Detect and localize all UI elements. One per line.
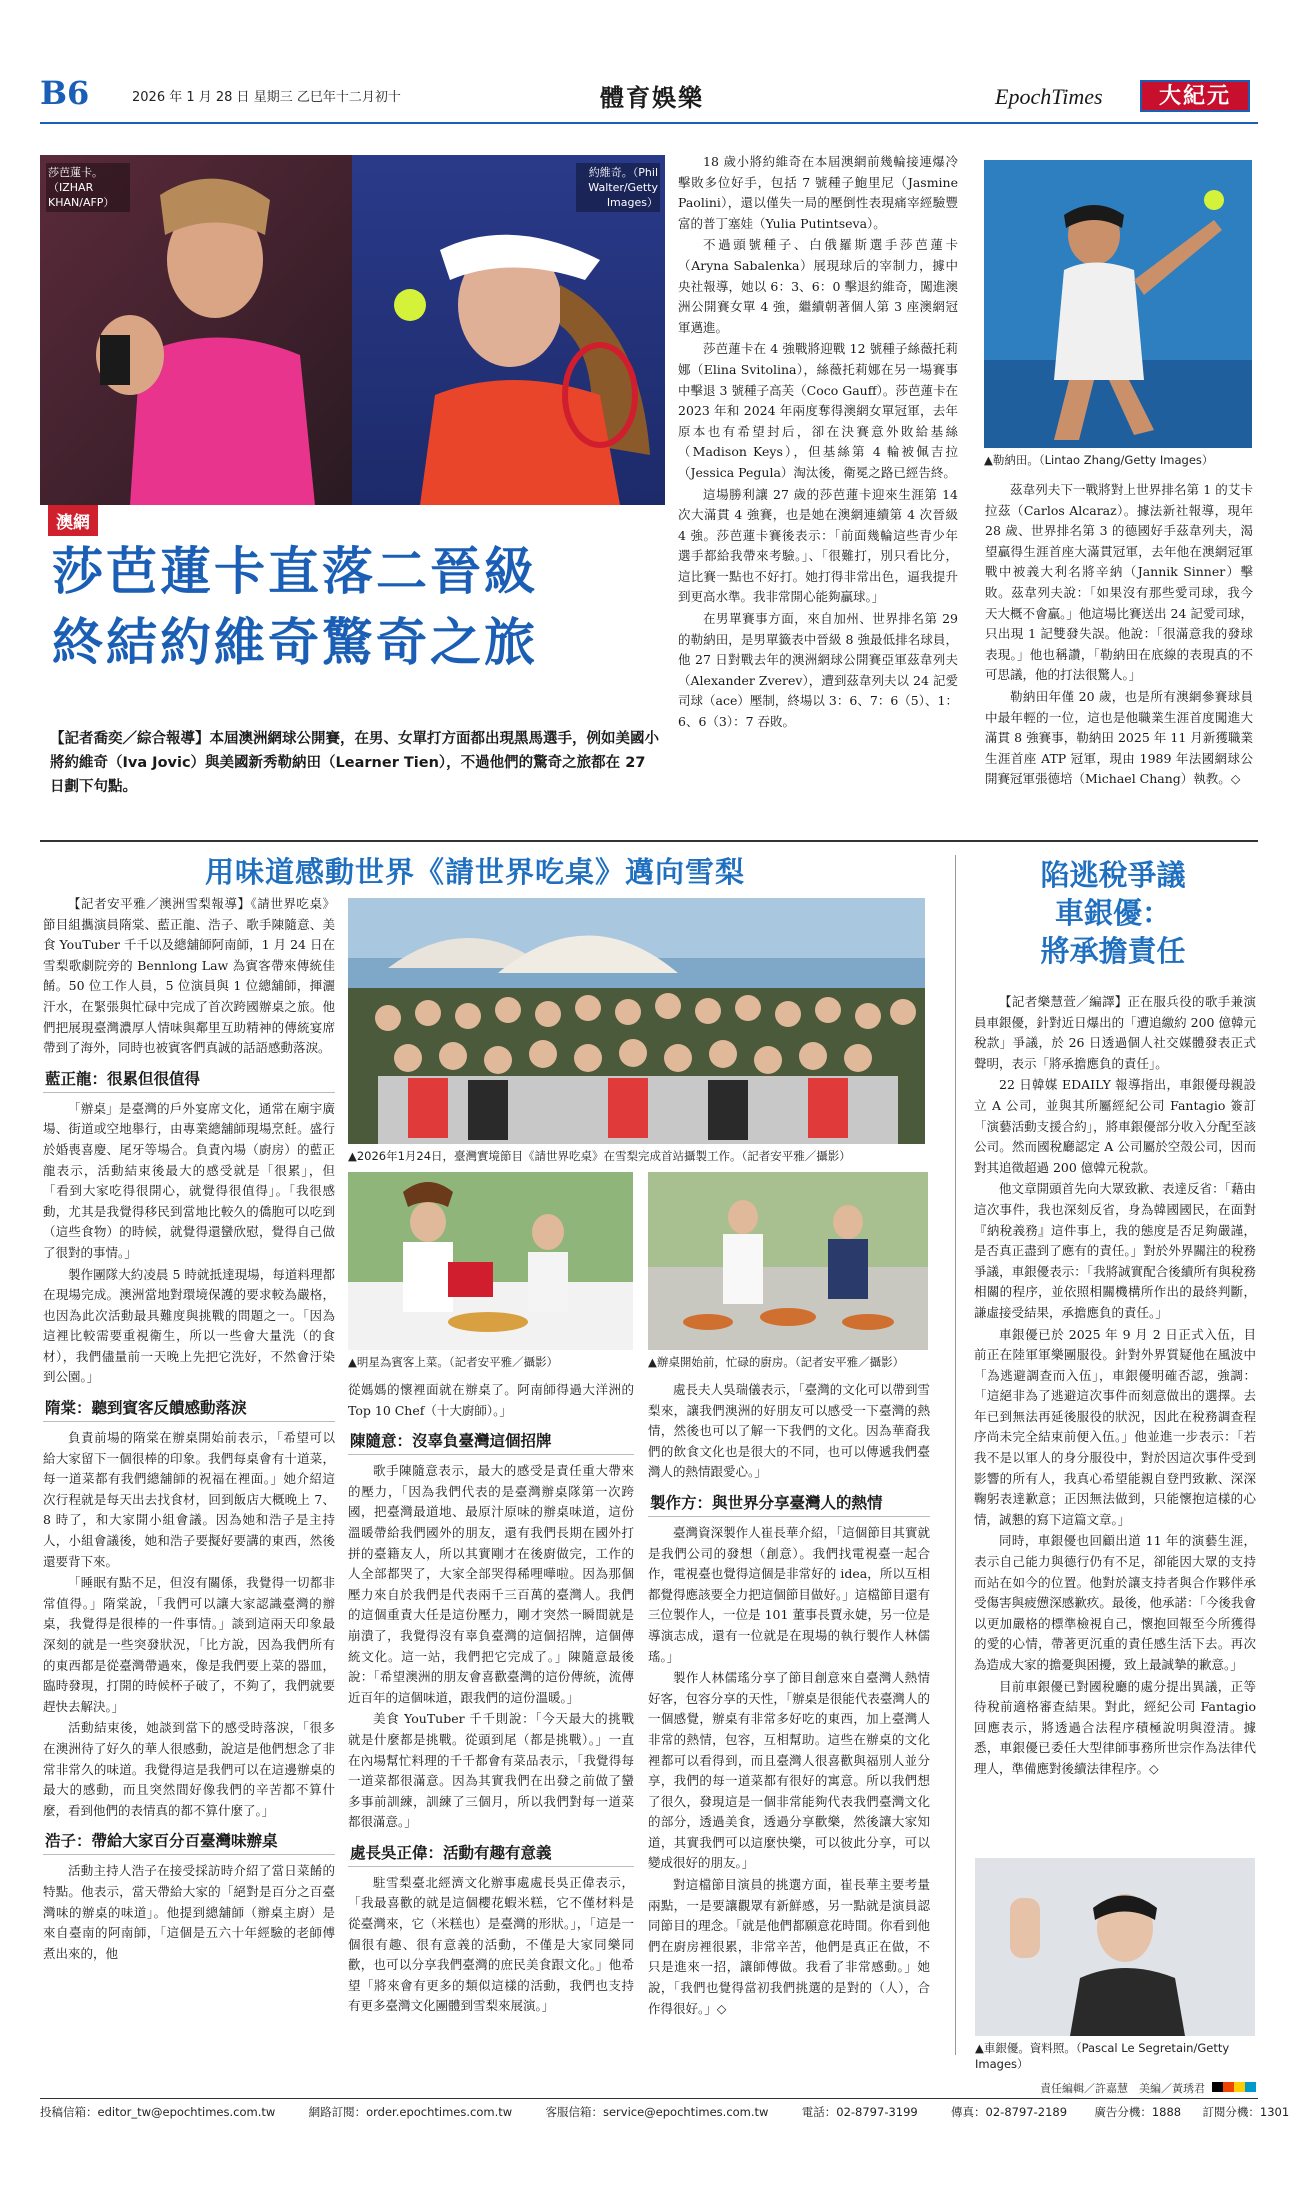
food-subhead: 隋棠：聽到賓客反饋感動落淚 [43, 1396, 335, 1422]
footer-contact-bar [40, 2104, 1290, 2120]
tennis-para: 勒納田年僅 20 歲，也是所有澳網參賽球員中最年輕的一位，這也是他職業生涯首度闖進大滿貫 8 強賽事，勒納田 2025 年 11 月新獲職業生涯首座 ATP 冠軍，現由 1989 年法國網球公開賽冠軍張德培（Michael Chang）執教。◇ [985, 688, 1253, 787]
tennis-lead: 【記者喬奕／綜合報導】本屆澳洲網球公開賽，在男、女單打方面都出現黑馬選手，例如美國小將約維奇（Iva Jovic）與美國新秀勒納田（Learner Tien），不過他們的驚奇之旅都在 27 日劃下句點。 [50, 731, 659, 795]
tennis-para: 在男單賽事方面，來自加州、世界排名第 29 的勒納田，是男單籤表中晉級 8 強最低排名球員，他 27 日對戰去年的澳洲網球公開賽亞軍茲韋列夫（Alexander Zverev），遭到茲韋列夫以 24 記愛司球（ace）壓制，終場以 3：6、7：6（5）、1：6、6（3）：7 吞敗。 [678, 611, 958, 730]
footer-label: 客服信箱： [545, 2105, 603, 2119]
tennis-tag-badge: 澳網 [48, 505, 98, 536]
food-para: 「睡眠有點不足，但沒有關係，我覺得一切都非常值得。」隋棠說，「我們可以讓大家認識臺灣的辦桌，我覺得是很棒的一件事情。」談到這兩天印象最深刻的就是一些突發狀況，「比方說，因為我們所有的東西都是從臺灣帶過來，像是我們要上菜的器皿，臨時發現，打開的時候杯子破了，不夠了，我們就要趕快去解決。」 [43, 1575, 335, 1714]
footer-label: 投稿信箱： [40, 2105, 98, 2119]
food-headline: 用味道感動世界《請世界吃桌》邁向雪梨 [205, 855, 746, 889]
cha-eunwoo-photo [975, 1858, 1255, 2036]
tennis-para: 茲韋列夫下一戰將對上世界排名第 1 的艾卡拉茲（Carlos Alcaraz）。據法新社報導，現年 28 歲、世界排名第 3 的德國好手茲韋列夫，渴望贏得生涯首座大滿貫冠軍，去年他在澳網冠軍戰中被義大利名將辛納（Jannik Sinner）擊敗。茲韋列夫說：「如果沒有那些愛司球，我今天大概不會贏。」他這場比賽送出 24 記愛司球，只出現 1 記雙發失誤。他說：「很滿意我的發球表現。」他也稱讚，「勒納田在底線的表現真的不可思議，他的打法很驚人。」 [985, 482, 1253, 683]
tennis-col-2 [985, 480, 1253, 818]
kitchen-photo-caption: ▲辦桌開始前，忙碌的廚房。（記者安平雅／攝影） [648, 1355, 905, 1369]
tennis-col-1 [678, 152, 958, 818]
photo-caption-left: 莎芭蓮卡。（IZHAR KHAN/AFP） [46, 163, 130, 212]
food-subhead: 處長吳正偉：活動有趣有意義 [348, 1841, 634, 1867]
tax-headline-3: 將承擔責任 [1040, 934, 1186, 968]
footer-sub-ext: 1301 [1259, 2105, 1290, 2119]
tax-para: 同時，車銀優也回顧出道 11 年的演藝生涯，表示自己能力與德行仍有不足，卻能因大眾的支持而站在如今的位置。他對於讓支持者與合作夥伴承受傷害與疲憊深感歉疚。最後，他承諾：「今後我會以更加嚴格的標準檢視自己，懷抱回報至今所獲得的愛的心情，帶著更沉重的責任感生活下去。再次為造成大家的擔憂與困擾，致上最誠摯的歉意。」 [974, 1533, 1256, 1672]
header-rule [40, 122, 1258, 124]
footer-label: 訂閱分機： [1202, 2105, 1260, 2119]
tien-photo-art [984, 160, 1252, 448]
footer-ad-ext: 1888 [1151, 2105, 1182, 2119]
tax-body [974, 992, 1256, 1852]
tennis-photo-art [40, 155, 665, 505]
section-title: 體育娛樂 [600, 83, 704, 112]
tax-para: 22 日韓媒 EDAILY 報導指出，車銀優母親設立 A 公司，並與其所屬經紀公司 Fantagio 簽訂「演藝活動支援合約」，將車銀優部分收入分配至該公司。然而國稅廳認定 A 公司屬於空殼公司，因而對其追徵超過 200 億韓元稅款。 [974, 1077, 1256, 1175]
food-subhead: 陳隨意：沒辜負臺灣這個招牌 [348, 1429, 634, 1455]
food-para: 活動結束後，她談到當下的感受時落淚，「很多在澳洲待了好久的華人很感動，說這是他們想念了非常非常久的味道。我覺得這是我們可以在這邊辦桌的最大的感動，而且突然間好像我們的辛苦都不算什麼，看到他們的表情真的都不算什麼了。」 [43, 1720, 335, 1818]
food-para: 從媽媽的懷裡面就在辦桌了。阿南師得過大洋洲的 Top 10 Chef（十大廚師）。」 [348, 1382, 634, 1418]
tennis-para: 莎芭蓮卡在 4 強戰將迎戰 12 號種子絲薇托莉娜（Elina Svitolina），絲薇托莉娜在另一場賽事中擊退 3 號種子高芙（Coco Gauff）。莎芭蓮卡在 2023 年和 2024 年兩度奪得澳網女單冠軍，去年原本也有希望封后，卻在決賽意外敗給基絲（Madison Keys），但基絲第 4 輪被佩吉拉（Jessica Pegula）淘汰後，衛冕之路已經告終。 [678, 341, 958, 480]
footer-rule [40, 2098, 1258, 2099]
serving-photo [348, 1172, 633, 1350]
cha-eunwoo-photo-caption: ▲車銀優。資料照。（Pascal Le Segretain/Getty Images） [975, 2041, 1230, 2071]
column-divider [955, 855, 956, 2055]
serving-photo-art [348, 1172, 633, 1350]
brand-zh: 大紀元 [1158, 83, 1231, 109]
photo-caption-right: 約維奇。（Phil Walter/Getty Images） [576, 163, 660, 212]
tax-headline-1: 陷逃稅爭議 [1040, 858, 1186, 892]
food-col-2 [348, 1380, 634, 2068]
food-para: 活動主持人浩子在接受採訪時介紹了當日菜餚的特點。他表示，當天帶給大家的「絕對是百分之百臺灣味的辦桌的味道」。他提到總舖師（辦桌主廚）是來自臺南的阿南師，「這個是五六十年經驗的老師傅煮出來的，他 [43, 1863, 335, 1961]
brand-en: EpochTimes [995, 84, 1103, 109]
food-para: 駐雪梨臺北經濟文化辦事處處長吳正偉表示，「我最喜歡的就是這個櫻花蝦米糕，它不僅材料是從臺灣來，它（米糕也）是臺灣的形狀。」，「這是一個很有趣、很有意義的活動，不僅是大家同樂同歡，也可以分享我們臺灣的庶民美食跟文化。」他希望「將來會有更多的類似這樣的活動，我們也支持有更多臺灣文化團體到雪梨來展演。」 [348, 1874, 634, 2014]
footer-phone: 02-8797-3199 [836, 2105, 918, 2119]
food-col-1 [43, 894, 335, 2069]
footer-email-editor[interactable]: editor_tw@epochtimes.com.tw [97, 2105, 276, 2119]
food-para: 製作團隊大約凌晨 5 時就抵達現場，每道料理都在現場完成。澳洲當地對環境保護的要求較為嚴格，也因為此次活動最具難度與挑戰的問題之一。「因為這裡比較需要重視衛生，所以一些會大量洗（的食材），我們儘量前一天晚上先把它洗好，不然會汙染到公園。」 [43, 1266, 335, 1385]
food-subhead: 藍正龍：很累但很值得 [43, 1067, 335, 1093]
tennis-para: 這場勝利讓 27 歲的莎芭蓮卡迎來生涯第 14 次大滿貫 4 強賽，也是她在澳網連續第 4 次晉級 4 強。莎芭蓮卡賽後表示：「前面幾輪這些青少年選手都給我帶來考驗。」、「很難打，別只看比分，這比賽一點也不好打。她打得非常出色，逼我提升到更高水準。我非常開心能夠贏球。」 [678, 486, 958, 605]
food-subhead: 浩子：帶給大家百分百臺灣味辦桌 [43, 1829, 335, 1855]
kitchen-photo-art [648, 1172, 928, 1350]
tennis-para: 不過頭號種子、白俄羅斯選手莎芭蓮卡（Aryna Sabalenka）展現球后的宰制力，據中央社報導，她以 6：3、6：0 擊退約維奇，闖進澳洲公開賽女單 4 強，繼續朝著個人第 3 座澳網冠軍邁進。 [678, 237, 958, 335]
tax-para: 目前車銀優已對國稅廳的處分提出異議，正等待稅前適格審查結果。對此，經紀公司 Fantagio 回應表示，將透過合法程序積極說明與澄清。據悉，車銀優已委任大型律師事務所世宗作為法律代理人，準備應對後續法律程序。◇ [974, 1678, 1256, 1776]
food-subhead: 製作方：與世界分享臺灣人的熱情 [648, 1491, 930, 1517]
group-photo [348, 898, 925, 1144]
tennis-para: 18 歲小將約維奇在本屆澳網前幾輪接連爆冷擊敗多位好手，包括 7 號種子鮑里尼（Jasmine Paolini），還以僅失一局的壓倒性表現痛宰經驗豐富的普丁塞娃（Yulia Putintseva）。 [678, 154, 958, 231]
footer-label: 傳真： [951, 2105, 986, 2119]
food-para: 負責前場的隋棠在辦桌開始前表示，「希望可以給大家留下一個很棒的印象。我們每桌會有十道菜，每一道菜都有我們總舖師的祝福在裡面。」她介紹這次行程就是每天出去找食材，回到飯店大概晚上 7、8 時了，和大家開小組會議。因為她和浩子是主持人，小組會議後，她和浩子要擬好要講的東西，然後還要背下來。 [43, 1430, 335, 1569]
cha-eunwoo-photo-art [975, 1858, 1255, 2036]
food-para: 歌手陳隨意表示，最大的感受是責任重大帶來的壓力，「因為我們代表的是臺灣辦桌隊第一次跨國，把臺灣最道地、最原汁原味的辦桌味道，這份溫暖帶給我們國外的朋友，還有我們長期在國外打拼的臺籍友人，所以其實剛才在後廚做完，工作的人全部都哭了，大家全部哭得稀哩嘩啦。因為那個壓力來自於我們是代表兩千三百萬的臺灣人。我們的這個重責大任是這份壓力，剛才突然一瞬間就是崩潰了，我覺得沒有辜負臺灣的這個招牌，這個傳統文化。這一站，我們把它完成了。」陳隨意最後說：「希望澳洲的朋友會喜歡臺灣的這份傳統，流傳近百年的這個味道，跟我們的這份溫暖。」 [348, 1463, 634, 1705]
food-para: 「辦桌」是臺灣的戶外宴席文化，通常在廟宇廣場、街道或空地舉行，由專業總舖師現場烹飪。盛行於婚喪喜慶、尾牙等場合。負責內場（廚房）的藍正龍表示，活動結束後最大的感受就是「很累」，但「看到大家吃得很開心，就覺得很值得」。「我很感動，尤其是我覺得移民到當地比較久的僑胞可以吃到（這些食物）的時候，就覺得還蠻欣慰，覺得自己做了很對的事情。」 [43, 1100, 335, 1260]
kitchen-photo [648, 1172, 928, 1350]
footer-label: 電話： [801, 2105, 837, 2119]
page-header [40, 72, 1260, 120]
footer-order-link[interactable]: order.epochtimes.com.tw [366, 2105, 513, 2119]
tien-photo-caption: ▲勒納田。（Lintao Zhang/Getty Images） [984, 453, 1214, 467]
footer-label: 網路訂閱： [308, 2105, 367, 2119]
tien-photo [984, 160, 1252, 448]
brand-logo [1140, 80, 1250, 112]
footer-color-bar [1212, 2082, 1256, 2092]
group-photo-caption: ▲2026年1月24日，臺灣實境節目《請世界吃桌》在雪梨完成首站攝製工作。（記者安平雅／攝影） [348, 1149, 851, 1163]
footer-label: 廣告分機： [1094, 2105, 1152, 2119]
food-para: 製作人林儒瑤分享了節目創意來自臺灣人熱情好客，包容分享的天性，「辦桌是很能代表臺灣人的一個感覺，辦桌有非常多好吃的東西，加上臺灣人非常的熱情，包容，互相幫助。這些在辦桌的文化裡都可以看得到，而且臺灣人很喜歡與福別人並分享，我們的每一道菜都有很好的寓意。所以我們想了很久，發現這是一個非常能夠代表我們臺灣文化的部分，透過美食，透過分享歡樂，然後讓大家知道，其實我們可以這麼快樂，可以彼此分享，可以變成很好的朋友。」 [648, 1670, 930, 1871]
page-number: B6 [40, 74, 90, 112]
tennis-headline-1: 莎芭蓮卡直落二晉級 [52, 543, 539, 602]
food-para: 對這檔節目演員的挑選方面，崔長華主要考量兩點，一是要讓觀眾有新鮮感，另一點就是演員認同節目的理念。「就是他們都願意花時間。你看到他們在廚房裡很累，非常辛苦，他們是真正在做，不只是進來一招，讓師傅做。我看了非常感動。」她說，「我們也覺得當初我們挑選的是對的（人），合作得很好。」◇ [648, 1877, 930, 2016]
food-para: 處長夫人吳瑞儀表示，「臺灣的文化可以帶到雪梨來，讓我們澳洲的好朋友可以感受一下臺灣的熱情，然後也可以了解一下我們的文化。因為華裔我們的飲食文化也是很大的不同，也可以傳遞我們臺灣人的熱情跟愛心。」 [648, 1382, 930, 1480]
tennis-headline-2: 終結約維奇驚奇之旅 [52, 614, 539, 673]
tax-headline-2: 車銀優： [1054, 896, 1171, 930]
tennis-photo [40, 155, 665, 505]
food-col-3 [648, 1380, 930, 2068]
tax-para: 車銀優已於 2025 年 9 月 2 日正式入伍，目前正在陸軍軍樂團服役。針對外界質疑他在風波中「為逃避調查而入伍」，車銀優明確否認，強調：「這絕非為了逃避這次事件而刻意做出的選擇。去年已到無法再延後服役的狀況，因此在稅務調查程序尚未完全結束前便入伍。」他並進一步表示：「若我不是以軍人的身分服役中，對於因這次事件受到影響的所有人，我真心希望能親自登門致歉、深深鞠躬表達歉意；正因無法做到，只能懷抱這樣的心情，誠懇的寫下這篇文章。」 [974, 1326, 1256, 1527]
food-para: 臺灣資深製作人崔長華介紹，「這個節目其實就是我們公司的發想（創意）。我們找電視臺一起合作，電視臺也覺得這個是非常好的 idea，所以互相都覺得應該要全力把這個節目做好。」這檔節目還有三位製作人，一位是 101 董事長賈永婕，另一位是導演志成，還有一位就是在現場的執行製作人林儒瑤。」 [648, 1524, 930, 1664]
tax-para: 他文章開頭首先向大眾致歉、表達反省：「藉由這次事件，我也深刻反省，身為韓國國民，在面對『納稅義務』這件事上，我的態度是否足夠嚴謹，是否真正盡到了應有的責任。」對於外界關注的稅務爭議，車銀優表示：「我將誠實配合後續所有與稅務相關的程序，並依照相關機構所作出的最終判斷，謙虛接受結果，承擔應負的責任。」 [974, 1181, 1256, 1320]
header-date: 2026 年 1 月 28 日 星期三 乙巳年十二月初十 [132, 90, 401, 105]
group-photo-art [348, 898, 925, 1144]
tax-para: 【記者樂慧萱／編譯】正在服兵役的歌手兼演員車銀優，針對近日爆出的「遭追繳約 200 億韓元稅款」爭議，於 26 日透過個人社交媒體發表正式聲明，表示「將承擔應負的責任」。 [974, 994, 1256, 1071]
footer-email-service[interactable]: service@epochtimes.com.tw [602, 2105, 769, 2119]
footer-fax: 02-8797-2189 [985, 2105, 1068, 2119]
food-intro: 【記者安平雅／澳洲雪梨報導】《請世界吃桌》節目組攜演員隋棠、藍正龍、浩子、歌手陳隨意、美食 YouTuber 千千以及總舖師阿南師，1 月 24 日在雪梨歌劇院旁的 Bennlong Law 為賓客帶來傳統佳餚。50 位工作人員，5 位演員與 1 位總舖師，揮灑汗水，在緊張與忙碌中完成了首次跨國辦桌之旅。他們把展現臺灣濃厚人情味與鄰里互助精神的傳統宴席帶到了海外，同時也被賓客們真誠的話語感動落淚。 [43, 896, 335, 1056]
food-para: 美食 YouTuber 千千則說：「今天最大的挑戰就是什麼都是挑戰。從頭到尾（都是挑戰）。」一直在內場幫忙料理的千千都會有菜品表示，「我覺得每一道菜都很滿意。因為其實我們在出發之前做了蠻多事前訓練，訓練了三個月，所以我們對每一道菜都很滿意。」 [348, 1711, 634, 1830]
serving-photo-caption: ▲明星為賓客上菜。（記者安平雅／攝影） [348, 1355, 559, 1369]
section-divider [40, 840, 1258, 842]
footer-credits: 責任編輯／許嘉慧 美編／黃琇君 [1040, 2082, 1205, 2095]
